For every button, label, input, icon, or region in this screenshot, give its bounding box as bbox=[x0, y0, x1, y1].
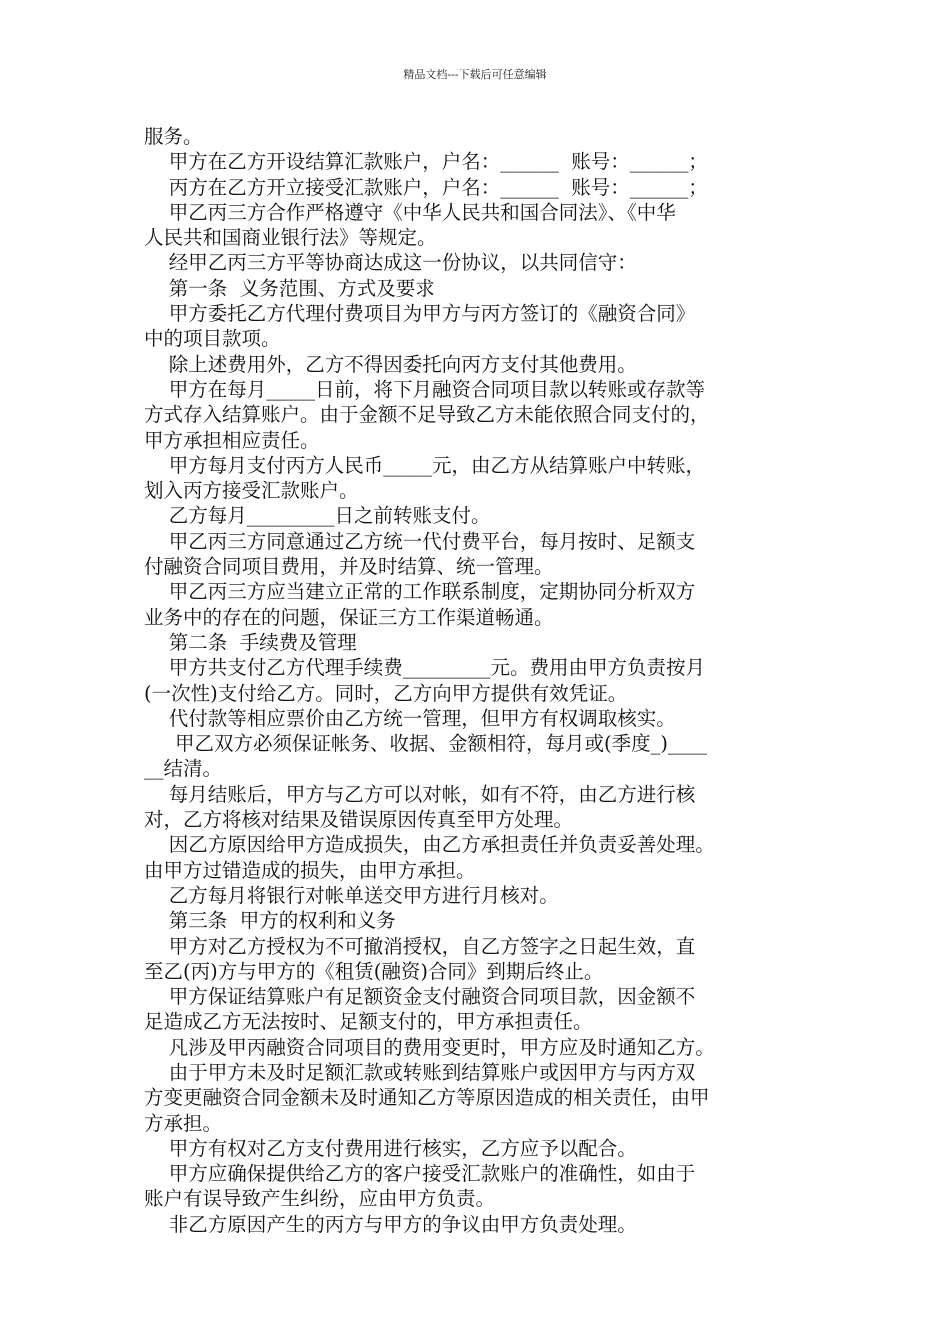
text-line: __结清。 bbox=[144, 757, 223, 781]
text-line: 付融资合同项目费用，并及时结算、统一管理。 bbox=[144, 555, 554, 579]
text-line: 乙方每月_________日之前转账支付。 bbox=[144, 504, 491, 528]
text-line: 甲方保证结算账户有足额资金支付融资合同项目款，因金额不 bbox=[144, 985, 696, 1009]
section-heading: 第一条 义务范围、方式及要求 bbox=[144, 276, 435, 300]
text-line: 甲乙双方必须保证帐务、收据、金额相符，每月或(季度_)____ bbox=[144, 732, 707, 756]
text-line: 中的项目款项。 bbox=[144, 327, 281, 351]
text-line: 除上述费用外，乙方不得因委托向丙方支付其他费用。 bbox=[144, 352, 637, 376]
text-line: 甲方在乙方开设结算汇款账户，户名：______ 账号：______； bbox=[144, 150, 708, 174]
text-line: 凡涉及甲丙融资合同项目的费用变更时，甲方应及时通知乙方。 bbox=[144, 1035, 715, 1059]
text-line: 服务。 bbox=[144, 125, 203, 148]
text-line: 至乙(丙)方与甲方的《租赁(融资)合同》到期后终止。 bbox=[144, 959, 604, 983]
text-line: 甲方应确保提供给乙方的客户接受汇款账户的准确性，如由于 bbox=[144, 1162, 696, 1186]
document-body bbox=[144, 124, 814, 1237]
text-line: 对，乙方将核对结果及错误原因传真至甲方处理。 bbox=[144, 808, 574, 832]
text-line: 每月结账后，甲方与乙方可以对帐，如有不符，由乙方进行核 bbox=[144, 782, 696, 806]
page-header: 精品文档---下载后可任意编辑 bbox=[403, 68, 547, 81]
section-heading: 第三条 甲方的权利和义务 bbox=[144, 909, 396, 933]
text-line: 甲乙丙三方同意通过乙方统一代付费平台，每月按时、足额支 bbox=[144, 529, 696, 553]
text-line: 甲方在每月_____日前，将下月融资合同项目款以转账或存款等 bbox=[144, 377, 706, 401]
text-line: 划入丙方接受汇款账户。 bbox=[144, 479, 359, 503]
text-line: 方变更融资合同金额未及时通知乙方等原因造成的相关责任，由甲 bbox=[144, 1086, 710, 1110]
text-line: 业务中的存在的问题，保证三方工作渠道畅通。 bbox=[144, 605, 554, 629]
text-line: 甲方共支付乙方代理手续费_________元。费用由甲方负责按月 bbox=[144, 656, 706, 680]
text-line: 甲方每月支付丙方人民币_____元，由乙方从结算账户中转账， bbox=[144, 453, 706, 477]
text-line: 甲方有权对乙方支付费用进行核实，乙方应予以配合。 bbox=[144, 1136, 637, 1160]
text-line: 乙方每月将银行对帐单送交甲方进行月核对。 bbox=[144, 883, 559, 907]
text-line: 方承担。 bbox=[144, 1111, 223, 1135]
section-heading: 第二条 手续费及管理 bbox=[144, 630, 357, 654]
text-line: 由甲方过错造成的损失，由甲方承担。 bbox=[144, 858, 476, 882]
text-line: 非乙方原因产生的丙方与甲方的争议由甲方负责处理。 bbox=[144, 1212, 637, 1236]
text-line: 经甲乙丙三方平等协商达成这一份协议，以共同信守： bbox=[144, 251, 637, 275]
text-line: 因乙方原因给甲方造成损失，由乙方承担责任并负责妥善处理。 bbox=[144, 833, 715, 857]
text-line: 甲方对乙方授权为不可撤消授权，自乙方签字之日起生效，直 bbox=[144, 934, 696, 958]
text-line: 人民共和国商业银行法》等规定。 bbox=[144, 226, 437, 250]
text-line: 甲乙丙三方应当建立正常的工作联系制度，定期协同分析双方 bbox=[144, 580, 696, 604]
text-line: 足造成乙方无法按时、足额支付的，甲方承担责任。 bbox=[144, 1010, 593, 1034]
text-line: 甲方委托乙方代理付费项目为甲方与丙方签订的《融资合同》 bbox=[144, 302, 696, 326]
text-line: (一次性)支付给乙方。同时，乙方向甲方提供有效凭证。 bbox=[144, 681, 628, 705]
text-line: 由于甲方未及时足额汇款或转账到结算账户或因甲方与丙方双 bbox=[144, 1060, 696, 1084]
text-line: 甲方承担相应责任。 bbox=[144, 428, 320, 452]
text-line: 甲乙丙三方合作严格遵守《中华人民共和国合同法》、《中华 bbox=[144, 200, 676, 224]
text-line: 账户有误导致产生纠纷，应由甲方负责。 bbox=[144, 1187, 496, 1211]
text-line: 方式存入结算账户。由于金额不足导致乙方未能依照合同支付的， bbox=[144, 403, 710, 427]
text-line: 丙方在乙方开立接受汇款账户，户名：______ 账号：______； bbox=[144, 175, 708, 199]
text-line: 代付款等相应票价由乙方统一管理，但甲方有权调取核实。 bbox=[144, 706, 676, 730]
